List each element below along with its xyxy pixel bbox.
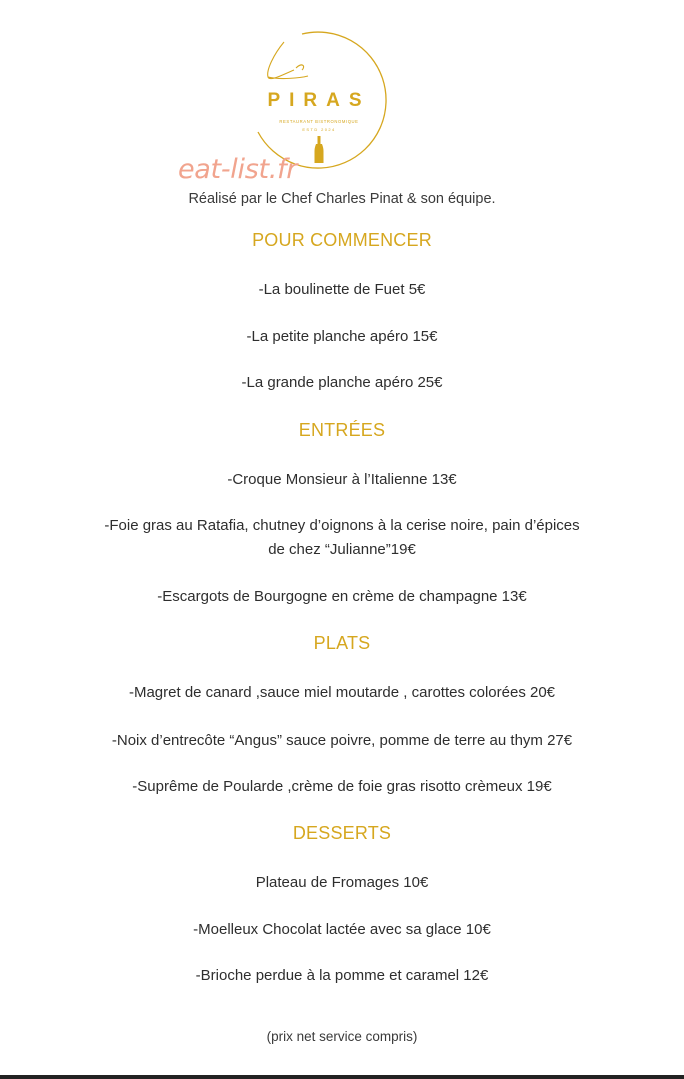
wine-bottle-icon bbox=[315, 136, 324, 163]
logo-established: ESTD 2024 bbox=[302, 127, 336, 132]
watermark: eat-list.fr bbox=[178, 154, 298, 185]
section-heading-entrees: ENTRÉES bbox=[298, 420, 386, 440]
price-footnote: (prix net service compris) bbox=[266, 1029, 418, 1044]
menu-item: -Escargots de Bourgogne en crème de champagne 13€ bbox=[157, 588, 527, 605]
restaurant-logo bbox=[244, 22, 394, 172]
section-heading-plats: PLATS bbox=[313, 633, 371, 653]
section-heading-desserts: DESSERTS bbox=[292, 823, 392, 843]
logo-tagline: RESTAURANT BISTRONOMIQUE bbox=[279, 119, 359, 124]
logo-name: PIRAS bbox=[267, 90, 371, 111]
menu-item: -Magret de canard ,sauce miel moutarde , carottes colorées 20€ bbox=[128, 684, 556, 701]
bottom-edge-rule bbox=[0, 1075, 684, 1079]
menu-item: -La petite planche apéro 15€ bbox=[246, 328, 438, 345]
menu-item: -La grande planche apéro 25€ bbox=[241, 374, 443, 391]
menu-item: -La boulinette de Fuet 5€ bbox=[258, 281, 426, 298]
menu-item: -Croque Monsieur à l’Italienne 13€ bbox=[227, 471, 457, 488]
menu-item: Plateau de Fromages 10€ bbox=[255, 874, 429, 891]
menu-item: -Brioche perdue à la pomme et caramel 12€ bbox=[195, 967, 489, 984]
menu-item: -Moelleux Chocolat lactée avec sa glace 10€ bbox=[193, 921, 491, 938]
menu-item-continuation: de chez “Julianne”19€ bbox=[268, 541, 416, 558]
menu-item: -Noix d’entrecôte “Angus” sauce poivre, pomme de terre au thym 27€ bbox=[111, 732, 573, 749]
chef-credit: Réalisé par le Chef Charles Pinat & son équipe. bbox=[188, 191, 496, 207]
menu-item: -Suprême de Poularde ,crème de foie gras risotto crèmeux 19€ bbox=[132, 778, 552, 795]
section-heading-pour-commencer: POUR COMMENCER bbox=[252, 230, 432, 250]
menu-item: -Foie gras au Ratafia, chutney d’oignons à la cerise noire, pain d’épices bbox=[104, 517, 580, 534]
